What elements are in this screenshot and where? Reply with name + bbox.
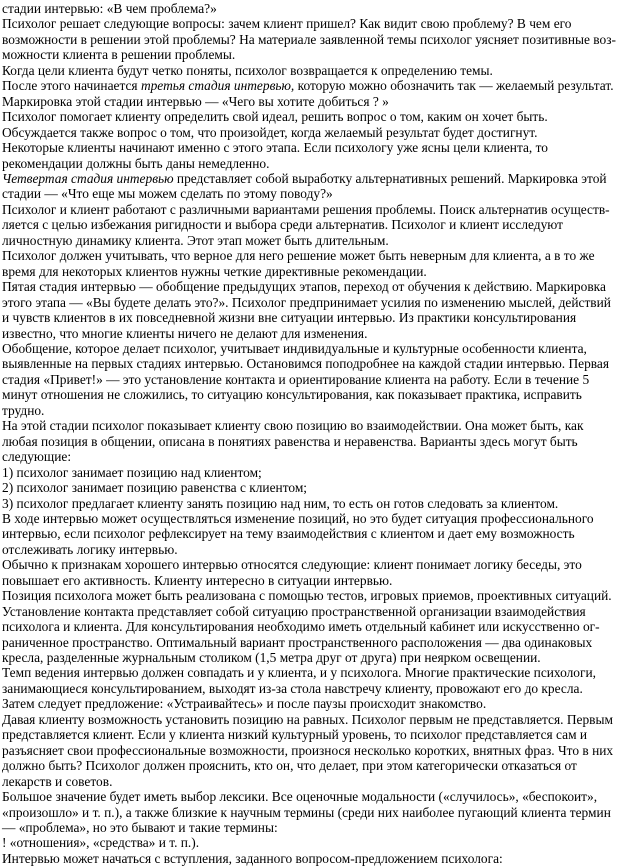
- paragraph: [2, 496, 617, 511]
- text-run: После этого начинается: [2, 78, 141, 94]
- emphasized-text: Четвертая стадия интервью: [2, 170, 174, 186]
- text-run: Установление контакта представляет собой ситуацию пространственной организации взаимодействия психолога и клиента. Для консультирования необходимо иметь отдельный кабинет или искусственно ог-раниченное пространство. Оптимальный вариант пространственного расположения — два одинаковых кресла, разделенные журнальным столиком (1,5 метра друг от друга) при неярком освещении.: [2, 603, 600, 666]
- paragraph: [2, 604, 617, 666]
- text-run: 3) психолог предлагает клиенту занять позицию над ним, то есть он готов следовать за клиентом.: [2, 495, 559, 511]
- text-run: ! «отношения», «средства» и т. п.).: [2, 835, 200, 851]
- text-run: Психолог и клиент работают с различными вариантами решения проблемы. Поиск альтернатив осуществ-ляется с целью избежания ригидности и выбора среди альтернатив. Психолог и клиент исследуют личностную динамику клиента. Этот этап может быть длительным.: [2, 201, 610, 248]
- paragraph: [2, 588, 617, 603]
- text-run: На этой стадии психолог показывает клиенту свою позицию во взаимодействии. Она может быть, как любая позиция в общении, описана в понятиях равенства и неравенства. Варианты здесь могут быть следующие:: [2, 418, 584, 465]
- paragraph: [2, 140, 617, 171]
- paragraph: [2, 712, 617, 789]
- paragraph: [2, 835, 617, 850]
- paragraph: [2, 202, 617, 248]
- text-run: Обычно к признакам хорошего интервью относятся следующие: клиент понимает логику беседы, это повышает его активность. Клиенту интересно в ситуации интервью.: [2, 557, 582, 588]
- paragraph: [2, 480, 617, 495]
- paragraph: [2, 665, 617, 711]
- text-run: Психолог решает следующие вопросы: зачем клиент пришел? Как видит свою проблему? В чем его возможности в решении этой проблемы? На материале заявленной темы психолог уясняет позитивные воз-можности клиента в решении проблемы.: [2, 16, 616, 63]
- paragraph: [2, 171, 617, 202]
- text-run: Некоторые клиенты начинают именно с этого этапа. Если психологу уже ясны цели клиента, то рекомендации должны быть даны немедленно.: [2, 140, 548, 171]
- paragraph: [2, 418, 617, 464]
- text-run: Психолог должен учитывать, что верное для него решение может быть неверным для клиента, а в то же время для некоторых клиентов нужны четкие директивные рекомендации.: [2, 248, 595, 279]
- text-run: стадии интервью: «В чем проблема?»: [2, 1, 217, 16]
- paragraph: [2, 279, 617, 341]
- text-run: Большое значение будет иметь выбор лексики. Все оценочные модальности («случилось», «беспокоит», «произошло» и т. п.), а также близкие к научным термины (среди них наиболее пугающий клиента термин — «проблема», но это бывают и такие термины:: [2, 789, 611, 836]
- text-run: которую можно обозначить так — желаемый результат. Маркировка этой стадии интервью — «Чего вы хотите добиться ? »: [2, 78, 614, 109]
- paragraph: [2, 557, 617, 588]
- paragraph: [2, 1, 617, 16]
- paragraph: [2, 109, 617, 140]
- paragraph: [2, 248, 617, 279]
- text-run: Темп ведения интервью должен совпадать и у клиента, и у психолога. Многие практические психологи, занимающиеся консультированием, выходят из-за стола навстречу клиенту, провожают его до кресла. Затем следует предложение: «Устраивайтесь» и после паузы происходит знакомство.: [2, 665, 597, 712]
- text-run: Обобщение, которое делает психолог, учитывает индивидуальные и культурные особенности клиента, выявленные на первых стадиях интервью. Остановимся поподробнее на каждой стадии интервью. Первая стадия «Привет!» — это установление контакта и ориентирование клиента на работу. Если в течение 5 минут отношения не сложились, то ситуацию консультирования, как показывает практика, исправить трудно.: [2, 340, 610, 418]
- paragraph: [2, 63, 617, 78]
- paragraph: [2, 851, 617, 866]
- text-run: Позиция психолога может быть реализована с помощью тестов, игровых приемов, проективных ситуаций.: [2, 588, 612, 604]
- text-run: Давая клиенту возможность установить позицию на равных. Психолог первым не представляется. Первым представляется клиент. Если у клиента низкий культурный уровень, то психолог представляется сам и разъясняет свои профессиональные возможности, произнося несколько коротких, внятных фраз. Что в них должно быть? Психолог должен прояснить, кто он, что делает, при этом категорически отказаться от лекарств и советов.: [2, 711, 614, 789]
- text-run: 1) психолог занимает позицию над клиентом;: [2, 464, 262, 480]
- text-run: Психолог помогает клиенту определить свой идеал, решить вопрос о том, каким он хочет быть. Обсуждается также вопрос о том, что произойдет, когда желаемый результат будет достигнут.: [2, 109, 548, 140]
- paragraph: [2, 789, 617, 835]
- paragraph: [2, 341, 617, 418]
- text-run: 2) психолог занимает позицию равенства с клиентом;: [2, 480, 308, 496]
- text-run: Пятая стадия интервью — обобщение предыдущих этапов, переход от обучения к действию. Маркировка этого этапа — «Вы будете делать это?». Психолог предпринимает усилия по изменению мыслей, действий и чувств клиентов в их повседневной жизни вне ситуации интервью. Из практики консультирования известно, что многие клиенты ничего не делают для изменения.: [2, 279, 611, 341]
- paragraph: [2, 78, 617, 109]
- text-run: представляет собой выработку альтернативных решений. Маркировка этой стадии — «Что еще мы можем сделать по этому поводу?»: [2, 170, 607, 202]
- text-run: Интервью может начаться с вступления, заданного вопросом-предложением психолога:: [2, 850, 503, 866]
- paragraph: [2, 465, 617, 480]
- emphasized-text: третья стадия интервью,: [140, 78, 295, 94]
- paragraph: [2, 16, 617, 62]
- paragraph: [2, 511, 617, 557]
- text-run: В ходе интервью может осуществляться изменение позиций, но это будет ситуация профессионального интервью, если психолог рефлексирует на тему взаимодействия с клиентом и дает ему возможность отслеживать логику интервью.: [2, 510, 594, 557]
- text-run: Когда цели клиента будут четко поняты, психолог возвращается к определению темы.: [2, 62, 493, 78]
